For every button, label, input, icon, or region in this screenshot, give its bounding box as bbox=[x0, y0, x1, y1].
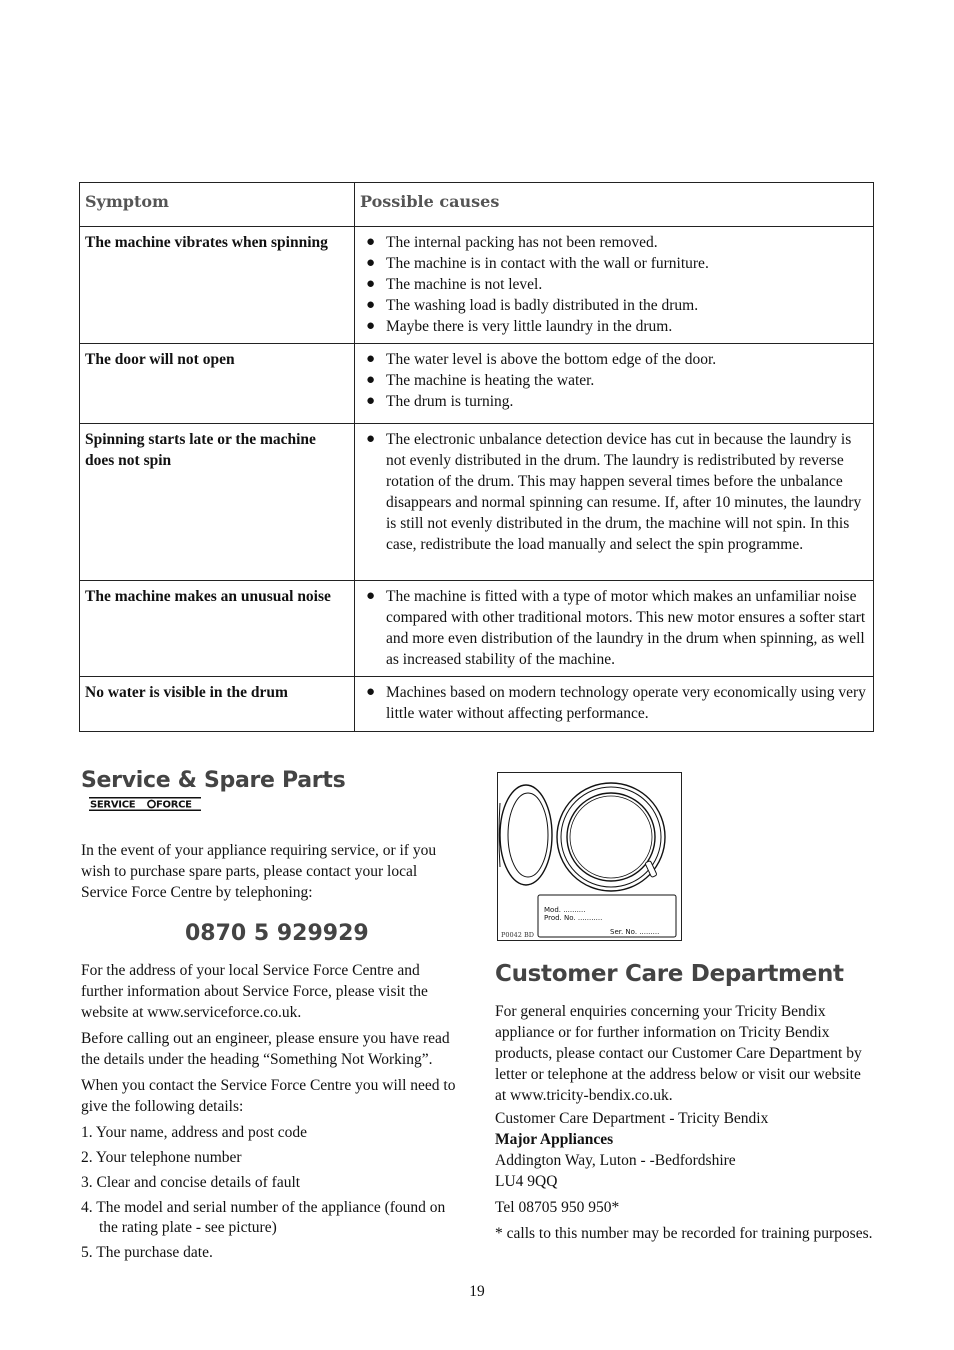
list-item: 3. Clear and concise details of fault bbox=[81, 1174, 301, 1191]
table-row bbox=[80, 344, 874, 424]
logo-text-force: FORCE bbox=[156, 799, 192, 811]
cause-item: ● The water level is above the bottom edge of the door. bbox=[366, 351, 717, 368]
cause-item: ● The washing load is badly distributed in the drum. bbox=[366, 297, 699, 314]
plate-ser-label: Ser. No. ......... bbox=[610, 928, 660, 936]
bullet-icon: ● bbox=[366, 351, 376, 367]
service-heading-text: Service & Spare Parts bbox=[81, 768, 346, 793]
service-before-paragraph: Before calling out an engineer, please ensure you have read the details under the heading “Something Not Working”. bbox=[81, 1030, 450, 1068]
table-row bbox=[80, 424, 874, 581]
table-row bbox=[80, 581, 874, 677]
service-phone-number: 0870 5 929929 bbox=[185, 921, 369, 946]
bullet-icon: ● bbox=[366, 588, 376, 604]
cause-item: ● The machine is heating the water. bbox=[366, 372, 595, 389]
bullet-icon: ● bbox=[366, 431, 376, 447]
plate-prod-label: Prod. No. ........... bbox=[544, 914, 603, 922]
causes-list bbox=[360, 586, 867, 670]
service-force-logo-icon bbox=[89, 796, 201, 812]
causes-header: Possible causes bbox=[355, 183, 874, 227]
bullet-icon: ● bbox=[366, 393, 376, 409]
causes-cell bbox=[355, 677, 874, 732]
symptom-cell: Spinning starts late or the machine does not spin bbox=[80, 424, 355, 581]
bullet-icon: ● bbox=[366, 234, 376, 250]
causes-cell bbox=[355, 227, 874, 344]
list-item: 1. Your name, address and post code bbox=[81, 1124, 308, 1141]
figure-code: P0042 BD bbox=[501, 931, 534, 939]
cause-item: ● The machine is not level. bbox=[366, 276, 543, 293]
customer-care-heading: Customer Care Department bbox=[495, 961, 844, 987]
bullet-icon: ● bbox=[366, 372, 376, 388]
service-intro: In the event of your appliance requiring service, or if you wish to purchase spare parts, please contact your local Service Force Centre by telephoning: bbox=[81, 842, 437, 901]
causes-list bbox=[360, 682, 867, 724]
rating-plate-figure bbox=[497, 772, 682, 941]
customer-care-intro: For general enquiries concerning your Tricity Bendix appliance or for further information on Tricity Bendix products, please contact our Customer Care Department by letter or telephone at the address below or visit our website at www.tricity-bendix.co.uk. bbox=[495, 1003, 862, 1104]
list-item: 4. The model and serial number of the appliance (found on the rating plate - see picture) bbox=[81, 1199, 446, 1236]
cause-item: ● The internal packing has not been removed. bbox=[366, 234, 658, 251]
causes-list bbox=[360, 349, 867, 412]
bullet-icon: ● bbox=[366, 276, 376, 292]
address-line-4: LU4 9QQ bbox=[495, 1173, 558, 1190]
cause-item: ● The electronic unbalance detection device has cut in because the laundry is not evenly distributed in the drum. The laundry is redistributed by reverse rotation of the drum. This may happen several times before the unbalance disappears and normal spinning can resume. If, after 10 minutes, the laundry is still not evenly distributed in the drum, the machine will not spin. In this case, redistribute the load manually and select the spin programme. bbox=[366, 431, 862, 553]
address-line-1: Customer Care Department - Tricity Bendix bbox=[495, 1110, 769, 1127]
causes-cell bbox=[355, 344, 874, 424]
cause-item: ● The machine is in contact with the wall or furniture. bbox=[366, 255, 709, 272]
cause-item: ● The drum is turning. bbox=[366, 393, 514, 410]
address-line-3: Addington Way, Luton - -Bedfordshire bbox=[495, 1152, 736, 1169]
telephone-footnote: * calls to this number may be recorded for training purposes. bbox=[495, 1225, 873, 1242]
service-address-paragraph: For the address of your local Service Force Centre and further information about Service Force, please visit the website at www.serviceforce.co.uk. bbox=[81, 962, 428, 1021]
table-header-row bbox=[80, 183, 874, 227]
list-item: 2. Your telephone number bbox=[81, 1149, 242, 1166]
plate-mod-label: Mod. .......... bbox=[544, 906, 586, 914]
bullet-icon: ● bbox=[366, 684, 376, 700]
service-contact-paragraph: When you contact the Service Force Centre you will need to give the following details: bbox=[81, 1077, 456, 1115]
symptom-cell: No water is visible in the drum bbox=[80, 677, 355, 732]
details-list bbox=[81, 1123, 459, 1263]
cause-item: ● The machine is fitted with a type of motor which makes an unfamiliar noise compared with other traditional motors. This new motor ensures a softer start and more even distribution of the laundry in the drum when spinning, as well as increased stability of the machine. bbox=[366, 588, 866, 668]
washing-machine-door-illustration bbox=[498, 773, 681, 940]
symptom-cell: The machine makes an unusual noise bbox=[80, 581, 355, 677]
troubleshooting-table bbox=[79, 182, 874, 732]
service-section bbox=[81, 768, 459, 1268]
logo-text-service: SERVICE bbox=[90, 799, 136, 811]
bullet-icon: ● bbox=[366, 255, 376, 271]
causes-cell bbox=[355, 581, 874, 677]
address-line-2: Major Appliances bbox=[495, 1131, 614, 1148]
table-row bbox=[80, 677, 874, 732]
symptom-header: Symptom bbox=[80, 183, 355, 227]
list-item: 5. The purchase date. bbox=[81, 1244, 213, 1261]
causes-list bbox=[360, 232, 867, 337]
symptom-cell: The machine vibrates when spinning bbox=[80, 227, 355, 344]
symptom-cell: The door will not open bbox=[80, 344, 355, 424]
cause-item: ● Maybe there is very little laundry in the drum. bbox=[366, 318, 673, 335]
bullet-icon: ● bbox=[366, 297, 376, 313]
bullet-icon: ● bbox=[366, 318, 376, 334]
causes-list bbox=[360, 429, 867, 555]
page-number: 19 bbox=[469, 1283, 485, 1300]
table-row bbox=[80, 227, 874, 344]
customer-care-section bbox=[495, 772, 875, 1244]
cause-item: ● Machines based on modern technology operate very economically using very little water without affecting performance. bbox=[366, 684, 866, 722]
customer-care-telephone: Tel 08705 950 950* bbox=[495, 1199, 620, 1216]
causes-cell bbox=[355, 424, 874, 581]
service-heading bbox=[81, 768, 459, 818]
